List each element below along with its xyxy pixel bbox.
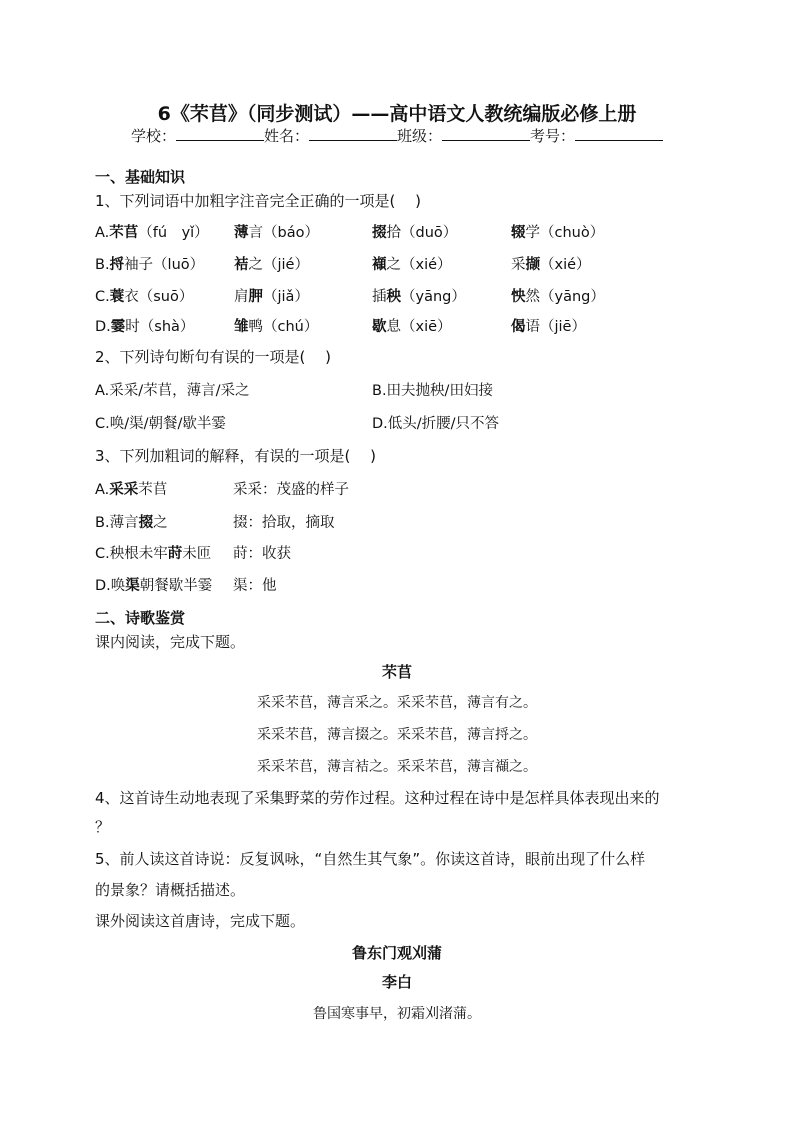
q1-option-c-word-4: 怏然（yāng）	[511, 289, 605, 305]
q1-option-c-word-2: 肩胛（jiǎ）	[234, 289, 309, 305]
poem-2-author: 李白	[381, 973, 412, 991]
q1-option-b-word-2: 袺之（jié）	[234, 257, 309, 273]
question-4-line-1: 4、这首诗生动地表现了采集野菜的劳作过程。这种过程在诗中是怎样具体表现出来的	[95, 789, 660, 807]
section-2-heading: 二、诗歌鉴赏	[95, 609, 186, 627]
q3-option-c-gloss: 莳：收获	[233, 546, 291, 562]
q1-option-d-word-3: 歇息（xiē）	[372, 319, 452, 335]
q1-option-d: D.霎时（shà）	[95, 319, 195, 335]
page-title: 6《芣苢》（同步测试）——高中语文人教统编版必修上册	[157, 103, 637, 125]
q1-option-a-word-2: 薄言（báo）	[234, 225, 319, 241]
q1-option-d-word-2: 雏鸭（chú）	[234, 319, 319, 335]
q3-option-b-gloss: 掇：拾取，摘取	[233, 515, 335, 531]
question-1-stem: 1、下列词语中加粗字注音完全正确的一项是( )	[95, 192, 422, 210]
q3-option-b: B.薄言掇之	[95, 515, 168, 531]
poem-2-title: 鲁东门观刈蒲	[351, 944, 442, 962]
q2-option-c: C.唤/渠/朝餐/歇半霎	[95, 416, 226, 432]
school-label: 学校：	[130, 127, 176, 145]
question-5-line-2: 的景象？请概括描述。	[95, 881, 246, 899]
q1-option-a-word-4: 辍学（chuò）	[511, 225, 605, 241]
question-4-line-2: ？	[95, 818, 111, 836]
poem-1-line-2: 采采芣苢，薄言掇之。采采芣苢，薄言捋之。	[257, 727, 537, 743]
q1-option-b: B.捋袖子（luō）	[95, 257, 205, 273]
name-label: 姓名：	[263, 127, 309, 145]
question-3-stem: 3、下列加粗词的解释，有误的一项是( )	[95, 447, 377, 465]
name-blank	[309, 126, 397, 141]
reading-instruction-2: 课外阅读这首唐诗，完成下题。	[95, 912, 306, 930]
q3-option-c: C.秧根未牢莳未匝	[95, 546, 212, 562]
reading-instruction-1: 课内阅读，完成下题。	[95, 633, 246, 651]
poem-1-title: 芣苢	[381, 663, 412, 681]
q3-option-a-gloss: 采采：茂盛的样子	[233, 482, 349, 498]
q3-option-a: A.采采芣苢	[95, 482, 168, 498]
class-label: 班级：	[397, 127, 443, 145]
q2-option-b: B.田夫抛秧/田妇接	[372, 383, 493, 399]
q1-option-d-word-4: 偈语（jiē）	[511, 319, 586, 335]
q2-option-d: D.低头/折腰/只不答	[372, 416, 500, 432]
q2-option-a: A.采采/芣苢，薄言/采之	[95, 383, 250, 399]
q1-option-b-word-4: 采撷（xié）	[511, 257, 591, 273]
exam-no-blank	[575, 126, 663, 141]
q3-option-d: D.唤渠朝餐歇半霎	[95, 578, 213, 594]
question-2-stem: 2、下列诗句断句有误的一项是( )	[95, 348, 332, 366]
q1-option-a-word-3: 掇拾（duō）	[372, 225, 458, 241]
question-5-line-1: 5、前人读这首诗说：反复讽咏，“自然生其气象”。你读这首诗，眼前出现了什么样	[95, 850, 646, 868]
section-1-heading: 一、基础知识	[95, 168, 186, 186]
class-blank	[442, 126, 530, 141]
q1-option-c: C.蓑衣（suō）	[95, 289, 194, 305]
poem-1-line-1: 采采芣苢，薄言采之。采采芣苢，薄言有之。	[257, 695, 537, 711]
school-blank	[176, 126, 264, 141]
student-info-fields	[0, 125, 794, 146]
q1-option-b-word-3: 襭之（xié）	[372, 257, 452, 273]
q1-option-c-word-3: 插秧（yāng）	[372, 289, 466, 305]
q3-option-d-gloss: 渠：他	[233, 578, 277, 594]
poem-1-line-3: 采采芣苢，薄言袺之。采采芣苢，薄言襭之。	[257, 759, 537, 775]
exam-no-label: 考号：	[530, 127, 576, 145]
poem-2-line-1: 鲁国寒事早，初霜刈渚蒲。	[313, 1006, 481, 1022]
q1-option-a: A.芣苢（fú yǐ）	[95, 225, 209, 241]
